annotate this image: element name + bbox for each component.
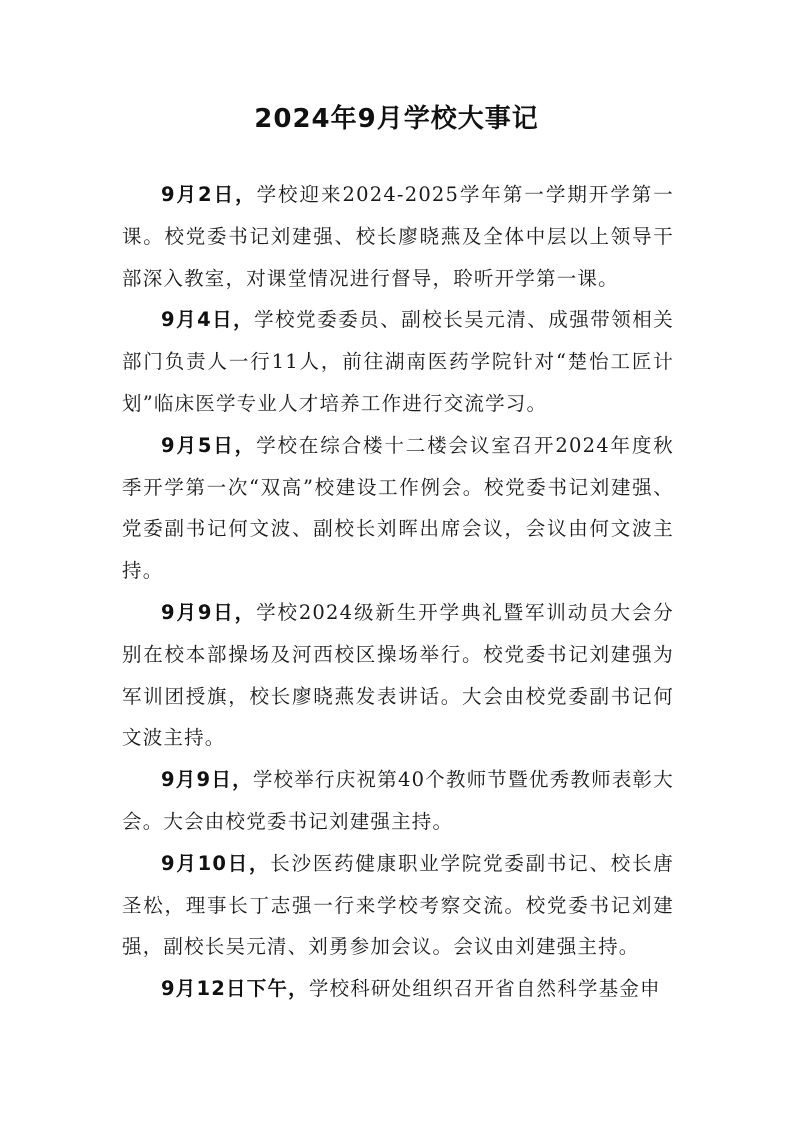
event-text: 学校科研处组织召开省自然科学基金申 <box>308 977 661 1001</box>
document-title: 2024年9月学校大事记 <box>254 104 539 134</box>
event-date: 9月12日下午， <box>161 977 309 1001</box>
event-entry <box>122 592 674 759</box>
event-date: 9月9日， <box>161 600 257 624</box>
event-text: 学校2024级新生开学典礼暨军训动员大会分别在校本部操场及河西校区操场举行。校党委书记刘建强为军训团授旗，校长廖晓燕发表讲话。大会由校党委副书记何文波主持。 <box>122 600 675 750</box>
event-text: 长沙医药健康职业学院党委副书记、校长唐圣松，理事长丁志强一行来学校考察交流。校党委书记刘建强，副校长吴元清、刘勇参加会议。会议由刘建强主持。 <box>122 851 674 959</box>
event-text: 学校举行庆祝第40个教师节暨优秀教师表彰大会。大会由校党委书记刘建强主持。 <box>122 768 674 833</box>
event-date: 9月4日， <box>161 308 255 332</box>
event-text: 学校迎来2024-2025学年第一学期开学第一课。校党委书记刘建强、校长廖晓燕及全体中层以上领导干部深入教室，对课堂情况进行督导，聆听开学第一课。 <box>122 183 674 290</box>
event-date: 9月10日， <box>161 851 271 875</box>
event-entry <box>122 299 674 424</box>
document-body <box>122 174 674 1010</box>
event-entry <box>122 968 674 1010</box>
event-entry <box>122 425 674 592</box>
event-date: 9月5日， <box>161 433 257 457</box>
event-date: 9月2日， <box>161 183 257 206</box>
event-date: 9月9日， <box>161 768 253 792</box>
event-entry <box>122 759 674 843</box>
event-entry <box>122 843 674 968</box>
event-text: 学校在综合楼十二楼会议室召开2024年度秋季开学第一次“双高”校建设工作例会。校党委书记刘建强、党委副书记何文波、副校长刘晖出席会议，会议由何文波主持。 <box>122 433 675 583</box>
event-text: 学校党委委员、副校长吴元清、成强带领相关部门负责人一行11人，前往湖南医药学院针对“楚怡工匠计划”临床医学专业人才培养工作进行交流学习。 <box>122 308 674 415</box>
event-entry <box>122 174 674 299</box>
